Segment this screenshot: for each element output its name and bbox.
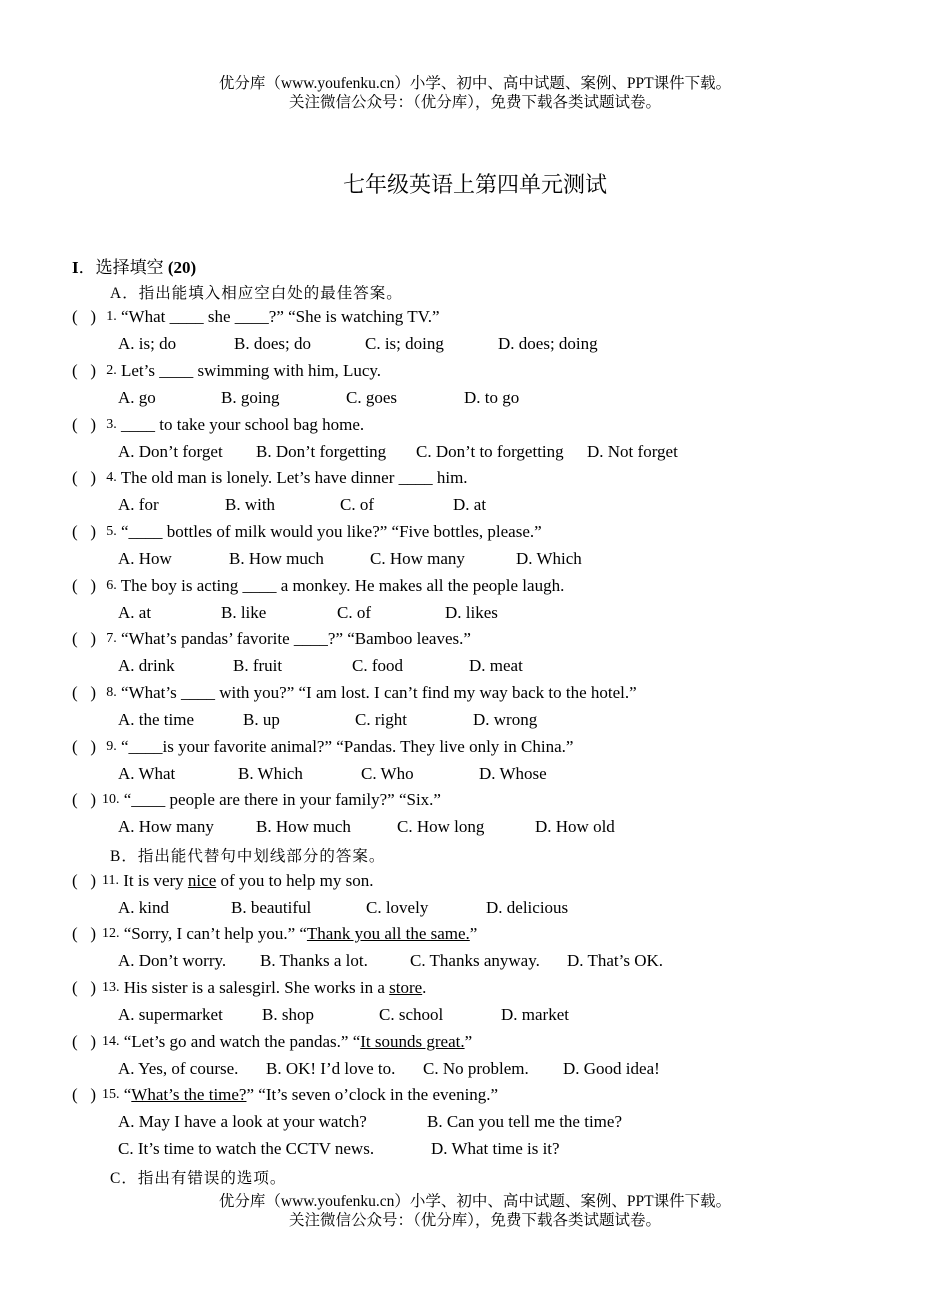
option-a: A. Don’t forget xyxy=(118,442,223,461)
question-13: ( ) 13. His sister is a salesgirl. She works in a store. xyxy=(72,978,427,997)
part-b-instruction: B．指出能代替句中划线部分的答案。 xyxy=(110,848,386,865)
option-c: C. How long xyxy=(397,817,485,836)
question-10: ( ) 10. “____ people are there in your family?” “Six.” xyxy=(72,790,441,809)
option-b: B. How much xyxy=(256,817,351,836)
question-text: “What’s pandas’ favorite ____?” “Bamboo leaves.” xyxy=(121,629,471,648)
question-number: 8. xyxy=(106,685,117,700)
option-c: C. of xyxy=(340,495,374,514)
option-d: D. meat xyxy=(469,656,523,675)
option-d: D. does; doing xyxy=(498,334,598,353)
question-text: “What ____ she ____?” “She is watching TV.” xyxy=(121,307,440,326)
option-c: C. food xyxy=(352,656,403,675)
question-text-post: ” xyxy=(469,924,478,943)
section-number: I xyxy=(72,258,79,277)
question-number: 7. xyxy=(106,631,117,646)
option-a: A. Yes, of course. xyxy=(118,1059,239,1078)
option-d: D. likes xyxy=(445,603,498,622)
question-text-pre: His sister is a salesgirl. She works in a xyxy=(123,978,390,997)
question-5: ( ) 5. “____ bottles of milk would you like?” “Five bottles, please.” xyxy=(72,522,542,541)
question-12: ( ) 12. “Sorry, I can’t help you.” “Thank you all the same.” xyxy=(72,924,478,943)
question-1: ( ) 1. “What ____ she ____?” “She is watching TV.” xyxy=(72,307,440,326)
option-c: C. Don’t to forgetting xyxy=(416,442,564,461)
question-text: “____is your favorite animal?” “Pandas. They live only in China.” xyxy=(121,737,574,756)
question-number: 10. xyxy=(102,792,120,807)
option-a: A. drink xyxy=(118,656,175,675)
option-b: B. does; do xyxy=(234,334,311,353)
question-text: Let’s ____ swimming with him, Lucy. xyxy=(121,361,382,380)
underlined-phrase: Thank you all the same. xyxy=(306,924,470,943)
option-c: C. right xyxy=(355,710,407,729)
question-number: 15. xyxy=(102,1087,120,1102)
question-text: The old man is lonely. Let’s have dinner ____ him. xyxy=(120,468,468,487)
question-15: ( ) 15. “What’s the time?” “It’s seven o’clock in the evening.” xyxy=(72,1085,499,1104)
option-d: D. to go xyxy=(464,388,520,407)
option-c: C. lovely xyxy=(366,898,429,917)
option-c: C. How many xyxy=(370,549,465,568)
option-a: A. How xyxy=(118,549,172,568)
question-text-post: . xyxy=(422,978,427,997)
question-number: 2. xyxy=(106,363,117,378)
option-b: B. beautiful xyxy=(231,898,312,917)
question-text-post: ” xyxy=(464,1032,473,1051)
option-d: D. Not forget xyxy=(587,442,678,461)
option-b: B. going xyxy=(221,388,280,407)
option-d: D. Whose xyxy=(479,764,547,783)
option-b: B. Which xyxy=(238,764,303,783)
question-text-post: of you to help my son. xyxy=(216,871,374,890)
question-number: 4. xyxy=(106,470,117,485)
option-b: B. up xyxy=(243,710,280,729)
question-9: ( ) 9. “____is your favorite animal?” “Pandas. They live only in China.” xyxy=(72,737,574,756)
option-d: D. That’s OK. xyxy=(567,951,664,970)
option-d: D. at xyxy=(453,495,487,514)
option-a: A. supermarket xyxy=(118,1005,223,1024)
option-c: C. of xyxy=(337,603,371,622)
footer-line-2: 关注微信公众号：（优分库），免费下载各类试题试卷。 xyxy=(288,1212,661,1229)
question-number: 1. xyxy=(106,309,117,324)
question-text: ____ to take your school bag home. xyxy=(121,415,365,434)
question-number: 6. xyxy=(106,578,117,593)
option-c: C. is; doing xyxy=(365,334,444,353)
question-text-pre: It is very xyxy=(123,871,188,890)
underlined-phrase: It sounds great. xyxy=(360,1032,465,1051)
option-b: B. like xyxy=(221,603,267,622)
option-c: C. Who xyxy=(361,764,414,783)
question-number: 12. xyxy=(102,926,120,941)
question-text-pre: “Let’s go and watch the pandas.” “ xyxy=(123,1032,361,1051)
question-6: ( ) 6. The boy is acting ____ a monkey. He makes all the people laugh. xyxy=(72,576,565,595)
question-11: ( ) 11. It is very nice of you to help my son. xyxy=(72,871,374,890)
option-c: C. goes xyxy=(346,388,397,407)
option-b: B. OK! I’d love to. xyxy=(266,1059,396,1078)
question-text-post: ” “It’s seven o’clock in the evening.” xyxy=(246,1085,499,1104)
option-d: D. How old xyxy=(535,817,615,836)
option-a: A. What xyxy=(118,764,176,783)
section-score: (20) xyxy=(167,258,197,277)
header-line-2: 关注微信公众号：（优分库），免费下载各类试题试卷。 xyxy=(288,94,661,111)
option-c: C. No problem. xyxy=(423,1059,529,1078)
option-c: C. Thanks anyway. xyxy=(410,951,540,970)
section-label: ．选择填空 xyxy=(78,258,164,277)
question-7: ( ) 7. “What’s pandas’ favorite ____?” “Bamboo leaves.” xyxy=(72,629,471,648)
option-a: A. for xyxy=(118,495,159,514)
option-b: B. Don’t forgetting xyxy=(256,442,387,461)
option-a: A. May I have a look at your watch? xyxy=(118,1112,367,1131)
option-b: B. shop xyxy=(262,1005,314,1024)
question-number: 11. xyxy=(102,873,119,888)
option-c: C. school xyxy=(379,1005,444,1024)
section-heading xyxy=(72,253,196,278)
option-d: D. Which xyxy=(516,549,582,568)
option-d: D. delicious xyxy=(486,898,569,917)
option-b: B. How much xyxy=(229,549,324,568)
question-number: 14. xyxy=(102,1034,120,1049)
question-text: “____ people are there in your family?” “Six.” xyxy=(123,790,441,809)
option-c: C. It’s time to watch the CCTV news. xyxy=(118,1139,375,1158)
footer-line-1: 优分库（www.youfenku.cn）小学、初中、高中试题、案例、PPT课件下载。 xyxy=(218,1193,732,1210)
question-number: 3. xyxy=(106,417,117,432)
underlined-phrase: store xyxy=(389,978,423,997)
option-a: A. Don’t worry. xyxy=(118,951,227,970)
question-2: ( ) 2. Let’s ____ swimming with him, Lucy. xyxy=(72,361,382,380)
option-b: B. fruit xyxy=(233,656,283,675)
page-title: 七年级英语上第四单元测试 xyxy=(342,172,607,197)
part-c-instruction: C．指出有错误的选项。 xyxy=(110,1170,287,1187)
option-a: A. is; do xyxy=(118,334,177,353)
option-a: A. kind xyxy=(118,898,169,917)
option-a: A. go xyxy=(118,388,156,407)
underlined-phrase: What’s the time? xyxy=(131,1085,247,1104)
option-d: D. Good idea! xyxy=(563,1059,660,1078)
question-text-pre: “Sorry, I can’t help you.” “ xyxy=(123,924,307,943)
question-8: ( ) 8. “What’s ____ with you?” “I am lost. I can’t find my way back to the hotel.” xyxy=(72,683,637,702)
option-b: B. Can you tell me the time? xyxy=(427,1112,622,1131)
question-text-pre: “ xyxy=(123,1085,132,1104)
underlined-phrase: nice xyxy=(187,871,217,890)
question-4: ( ) 4. The old man is lonely. Let’s have dinner ____ him. xyxy=(72,468,468,487)
option-b: B. with xyxy=(225,495,276,514)
header-line-1: 优分库（www.youfenku.cn）小学、初中、高中试题、案例、PPT课件下载。 xyxy=(218,75,732,92)
option-d: D. market xyxy=(501,1005,569,1024)
option-d: D. wrong xyxy=(473,710,538,729)
option-b: B. Thanks a lot. xyxy=(260,951,368,970)
option-a: A. at xyxy=(118,603,152,622)
question-text: “____ bottles of milk would you like?” “Five bottles, please.” xyxy=(121,522,542,541)
question-number: 9. xyxy=(106,739,117,754)
question-14: ( ) 14. “Let’s go and watch the pandas.” “It sounds great.” xyxy=(72,1032,473,1051)
question-text: The boy is acting ____ a monkey. He makes all the people laugh. xyxy=(120,576,565,595)
option-a: A. the time xyxy=(118,710,195,729)
option-a: A. How many xyxy=(118,817,214,836)
question-number: 13. xyxy=(102,980,120,995)
part-a-instruction: A．指出能填入相应空白处的最佳答案。 xyxy=(110,285,403,302)
question-number: 5. xyxy=(106,524,117,539)
question-3: ( ) 3. ____ to take your school bag home. xyxy=(72,415,365,434)
option-d: D. What time is it? xyxy=(431,1139,560,1158)
question-text: “What’s ____ with you?” “I am lost. I can’t find my way back to the hotel.” xyxy=(121,683,637,702)
